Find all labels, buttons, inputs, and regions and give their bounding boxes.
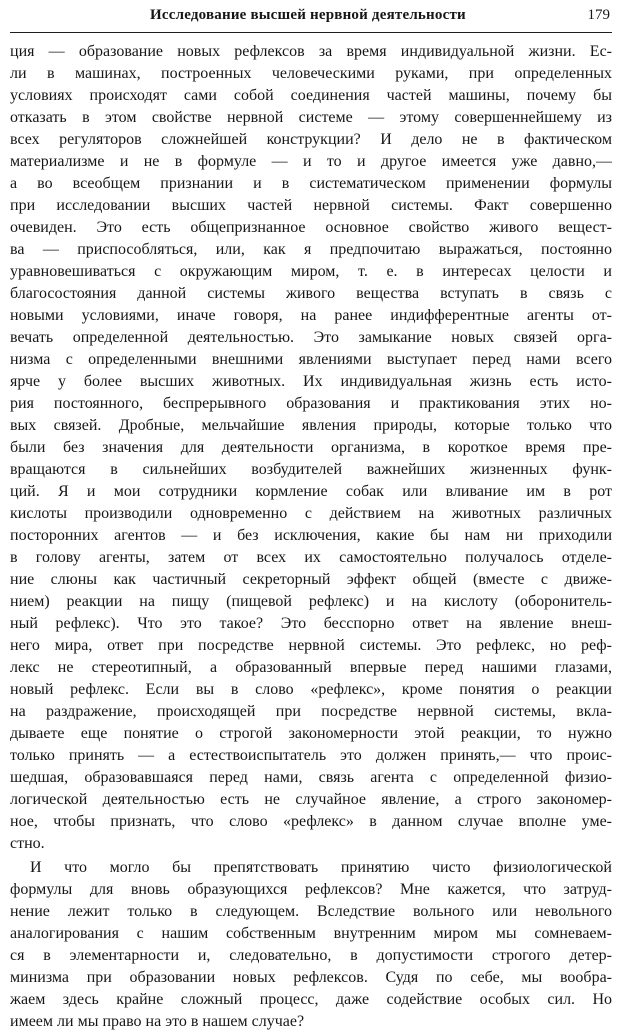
text-line: уравновешиваться с окружающим миром, т. е. в интересах целости и [10, 263, 612, 280]
text-line: материализме и не в формуле — и то и другое имеется уже давно,— [10, 153, 612, 170]
text-line: кислоты производили одновременно с действием на животных различных [10, 505, 612, 522]
text-line: лекс не стереотипный, а образованный впервые перед нашими глазами, [10, 659, 612, 676]
paragraph-1 [10, 41, 612, 855]
text-line: ный рефлекс). Что это такое? Это бесспорно ответ на явление внеш- [10, 615, 612, 632]
text-line: нием) реакции на пищу (пищевой рефлекс) и на кислоту (оборонитель- [10, 593, 612, 610]
text-line: аналогирования с нашим собственным внутренним миром мы сомневаем- [10, 925, 612, 942]
text-line: новыми условиями, иначе говоря, на ранее индифферентные агенты от- [10, 307, 612, 324]
text-line: вечать определенной деятельностью. Это замыкание новых связей орга- [10, 329, 612, 346]
text-line: дываете еще понятие о строгой закономерности этой реакции, то нужно [10, 725, 612, 742]
text-line: благосостояния данной системы живого вещества вступать в связь с [10, 285, 612, 302]
text-line: И что могло бы препятствовать принятию чисто физиологической [30, 859, 612, 876]
text-line: условиях происходят сами собой соединения частей машины, почему бы [10, 87, 612, 104]
text-line: стно. [10, 835, 45, 852]
page-header [10, 2, 612, 33]
text-line: новый рефлекс. Если вы в слово «рефлекс», кроме понятия о реакции [10, 681, 612, 698]
text-line: вых связей. Дробные, мельчайшие явления природы, которые только что [10, 417, 612, 434]
page-number: 179 [587, 7, 610, 23]
text-line: на раздражение, происходящей при посредстве нервной системы, вкла- [10, 703, 612, 720]
text-line: ция — образование новых рефлексов за время индивидуальной жизни. Ес- [10, 43, 612, 60]
text-line: посторонних агентов — и без исключения, какие бы нам ни приходили [10, 527, 612, 544]
text-line: ное, чтобы признать, что слово «рефлекс» в данном случае вполне уме- [10, 813, 612, 830]
text-line: очевиден. Это есть общепризнанное основное свойство живого вещест- [10, 219, 612, 236]
paragraph-2 [10, 857, 612, 1033]
text-line: всех регуляторов сложнейшей конструкции? И дело не в фактическом [10, 131, 612, 148]
text-line: в голову агенты, затем от всех их самостоятельно получалось отделе- [10, 549, 612, 566]
text-line: жаем здесь крайне сложный процесс, даже содействие особых сил. Но [10, 991, 612, 1008]
text-line: рия постоянного, беспрерывного образования и практикования этих но- [10, 395, 612, 412]
text-line: а во всеобщем признании и в систематическом применении формулы [10, 175, 612, 192]
text-line: ций. Я и мои сотрудники кормление собак или вливание им в рот [10, 483, 612, 500]
text-line: отказать в этом свойстве нервной системе — этому совершеннейшему из [10, 109, 612, 126]
text-line: имеем ли мы право на это в нашем случае? [10, 1013, 305, 1030]
text-line: него мира, ответ при посредстве нервной системы. Это рефлекс, но реф- [10, 637, 612, 654]
text-line: ние слюны как частичный секреторный эффект общей (вместе с движе- [10, 571, 612, 588]
text-line: были без значения для деятельности организма, в короткое время пре- [10, 439, 612, 456]
text-line: при исследовании высших частей нервной системы. Факт совершенно [10, 197, 612, 214]
text-line: нение лежит только в следующем. Вследствие вольного или невольного [10, 903, 612, 920]
text-line: ли в машинах, построенных человеческими руками, при определенных [10, 65, 612, 82]
text-line: шедшая, образовавшаяся перед нами, связь агента с определенной физио- [10, 769, 612, 786]
text-line: только принять — а естествоиспытатель это должен принять,— что проис- [10, 747, 612, 764]
text-line: ся в элементарности и, следовательно, в допустимости строгого детер- [10, 947, 612, 964]
text-line: формулы для вновь образующихся рефлексов? Мне кажется, что затруд- [10, 881, 612, 898]
text-line: логической деятельностью есть не случайное явление, а строго закономер- [10, 791, 612, 808]
text-line: ва — приспособляться, или, как я предпочитаю выражаться, постоянно [10, 241, 612, 258]
text-line: вращаются в сильнейших возбудителей важнейших жизненных функ- [10, 461, 612, 478]
text-line: низма с определенными внешними явлениями выступает перед нами всего [10, 351, 612, 368]
text-line: ярче у более высших животных. Их индивидуальная жизнь есть исто- [10, 373, 612, 390]
running-head: Исследование высшей нервной деятельности [150, 7, 466, 23]
text-line: минизма при образовании новых рефлексов. Судя по себе, мы вообра- [10, 969, 612, 986]
